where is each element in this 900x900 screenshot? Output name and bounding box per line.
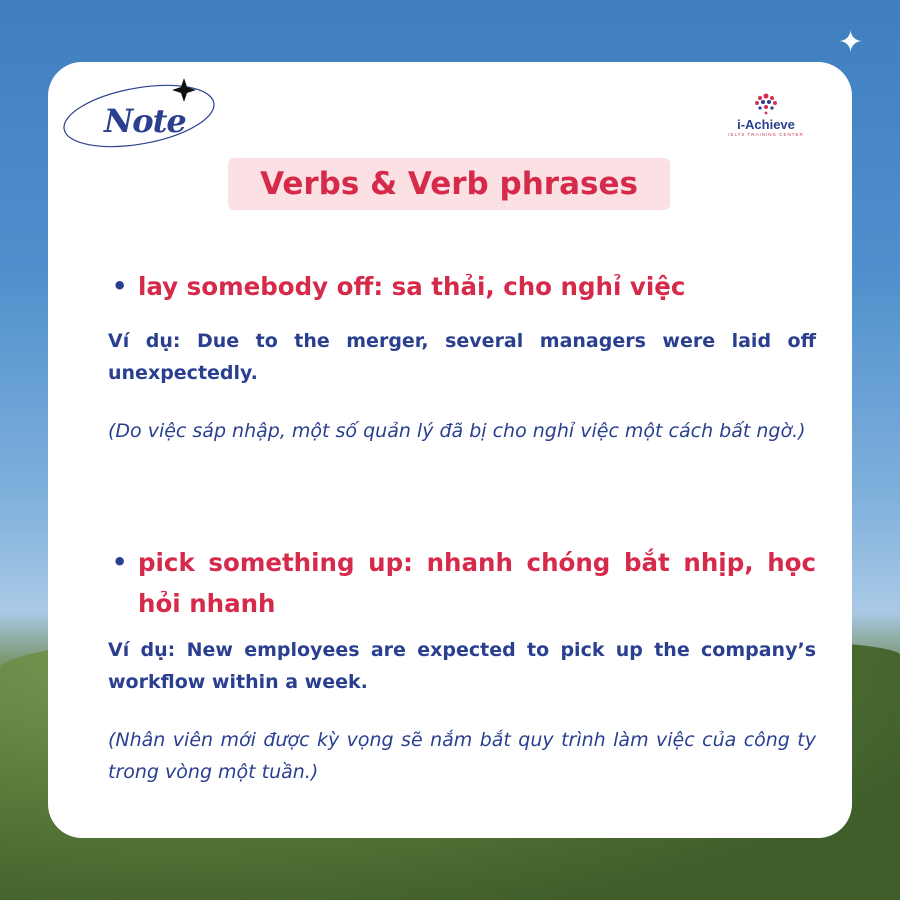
i-achieve-name: i-Achieve bbox=[737, 117, 795, 132]
vocab-entry bbox=[108, 542, 816, 788]
bullet-icon: • bbox=[112, 272, 128, 300]
i-achieve-logo-icon bbox=[751, 92, 781, 116]
phrase-text: pick something up: nhanh chóng bắt nhịp, học hỏi nhanh bbox=[138, 548, 816, 618]
note-logo bbox=[56, 72, 226, 152]
example-translation: (Do việc sáp nhập, một số quản lý đã bị cho nghỉ việc một cách bất ngờ.) bbox=[108, 420, 806, 442]
i-achieve-logo bbox=[726, 92, 806, 162]
note-logo-text: Note bbox=[104, 102, 186, 140]
example-translation: (Nhân viên mới được kỳ vọng sẽ nắm bắt quy trình làm việc của công ty trong vòng một tuần.) bbox=[108, 729, 816, 783]
page-title: Verbs & Verb phrases bbox=[260, 166, 638, 202]
example-sentence: Ví dụ: New employees are expected to pick up the company’s workflow within a week. bbox=[108, 639, 816, 693]
sparkle-icon: ✦ bbox=[838, 25, 864, 60]
phrase-text: lay somebody off: sa thải, cho nghỉ việc bbox=[138, 272, 686, 301]
vocab-entry bbox=[108, 266, 816, 447]
phrase-line bbox=[108, 542, 816, 624]
note-card bbox=[48, 62, 852, 838]
title-banner bbox=[228, 158, 670, 210]
example-sentence: Ví dụ: Due to the merger, several managers were laid off unexpectedly. bbox=[108, 330, 816, 384]
star-icon bbox=[172, 78, 196, 102]
phrase-line bbox=[108, 266, 816, 307]
bullet-icon: • bbox=[112, 548, 128, 576]
i-achieve-tagline: IELTS TRAINING CENTER bbox=[728, 132, 804, 137]
